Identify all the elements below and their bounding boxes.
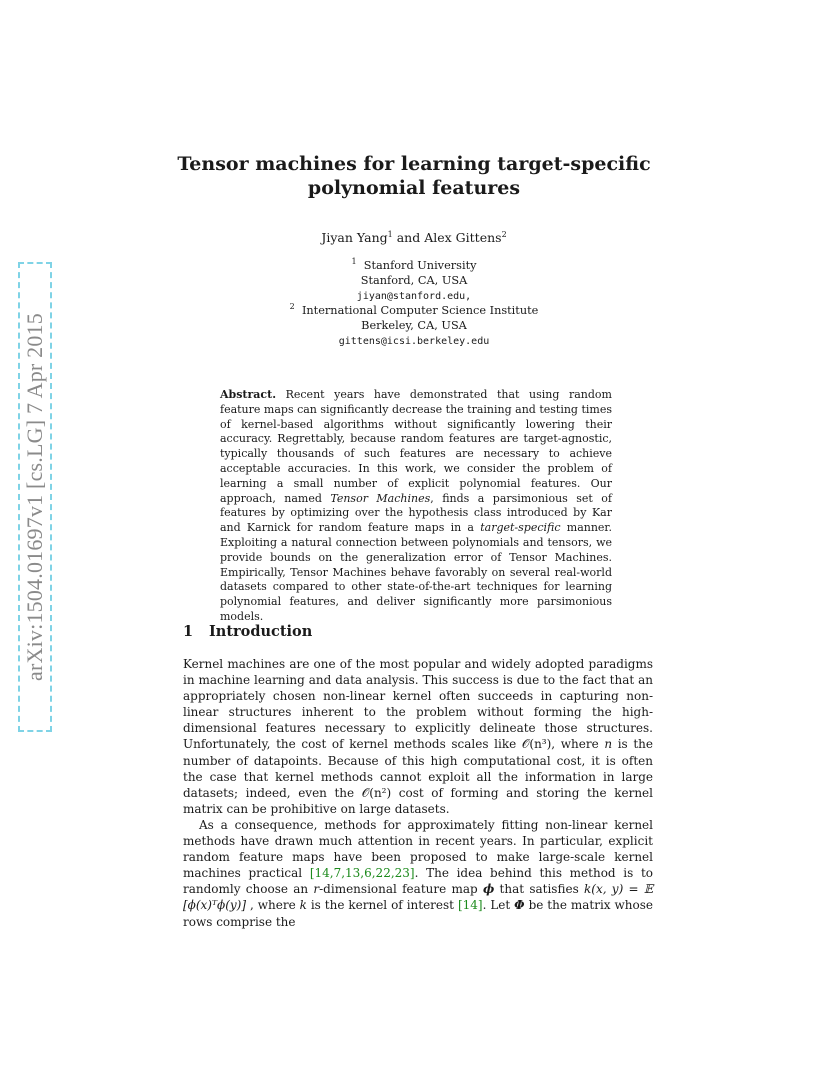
paragraph-text: that satisfies [494, 882, 584, 897]
math-inline: 𝒪(n³) [521, 737, 552, 752]
abstract [220, 388, 612, 625]
citation-link[interactable]: [14] [457, 898, 483, 913]
affiliation-2-name-line [0, 304, 828, 317]
paragraph-1 [183, 656, 653, 817]
section-number: 1 [183, 623, 194, 640]
paragraph-text: is the kernel of interest [306, 898, 458, 913]
math-inline: n [604, 737, 613, 752]
paragraph-text: , where [246, 898, 300, 913]
affiliation-2-email: gittens@icsi.berkeley.edu [338, 336, 490, 347]
abstract-emphasis: target-specific [480, 521, 561, 535]
author-1-sup: 1 [387, 229, 393, 239]
paragraph-text: . The idea behind this method is to randomly choose an [183, 866, 653, 897]
author-2-sup: 2 [501, 229, 507, 239]
author-list [0, 230, 828, 245]
citation-link[interactable]: [14,7,13,6,22,23] [309, 866, 415, 881]
arxiv-identifier-stamp [18, 262, 52, 732]
abstract-label: Abstract. [220, 388, 277, 401]
author-1: Jiyan Yang [321, 230, 388, 245]
section-heading [183, 623, 312, 640]
paper-title [0, 152, 828, 200]
abstract-text: manner. Exploiting a natural connection between polynomials and tensors, we provide bounds on the generalization error of Tensor Machines. Empirically, Tensor Machines behave favorably on several real-world datasets compared to other state-of-the-art techniques for learning polynomial features, and deliver significantly more parsimonious models. [220, 521, 612, 623]
title-line-1: Tensor machines for learning target-specific [177, 153, 651, 175]
math-inline: 𝒪(n²) [361, 785, 392, 800]
paragraph-text: is the number of datapoints. Because of this high computational cost, it is often the case that kernel methods cannot exploit all the information in large datasets; indeed, even the [183, 737, 653, 800]
affiliation-1-email: jiyan@stanford.edu, [356, 291, 472, 302]
section-title: Introduction [209, 623, 313, 640]
title-line-2: polynomial features [307, 177, 521, 199]
math-inline: k [299, 898, 307, 913]
abstract-text: Recent years have demonstrated that using random feature maps can significantly decrease the training and testing times of kernel-based algorithms without significantly lowering their accuracy. Regrettably, because random features are target-agnostic, typically thousands of such features are necessary to achieve acceptable accuracies. In this work, we consider the problem of learning a small number of explicit polynomial features. Our approach, named [220, 388, 612, 505]
math-inline: Φ [514, 898, 525, 913]
arxiv-identifier: arXiv:1504.01697v1 [cs.LG] 7 Apr 2015 [22, 313, 47, 681]
paragraph-text: As a consequence, methods for approximately fitting non-linear kernel methods have drawn much attention in recent years. In particular, explicit random feature maps have been proposed to make large-scale kernel machines practical [183, 817, 653, 881]
affiliation-2-name: International Computer Science Institute [301, 304, 539, 317]
math-inline: ϕ [482, 882, 495, 897]
affiliation-2-sup: 2 [289, 302, 295, 312]
author-and: and [396, 230, 421, 245]
paragraph-text: , where [551, 737, 605, 752]
math-inline: r [313, 882, 320, 897]
affiliation-1-name-line [0, 259, 828, 272]
author-2: Alex Gittens [424, 230, 502, 245]
paragraph-text: be the matrix whose rows comprise the [183, 898, 653, 929]
affiliation-2-location: Berkeley, CA, USA [361, 319, 467, 332]
affiliation-1-sup: 1 [351, 257, 357, 267]
paragraph-text: -dimensional feature map [319, 882, 483, 897]
affiliation-1-name: Stanford University [363, 259, 477, 272]
abstract-text: , finds a parsimonious set of features by optimizing over the hypothesis class introduced by Kar and Karnick for random feature maps in a [220, 491, 612, 535]
paragraph-text: cost of forming and storing the kernel matrix can be prohibitive on large datasets. [183, 785, 653, 816]
paragraph-text: Kernel machines are one of the most popular and widely adopted paradigms in machine learning and data analysis. This success is due to the fact that an appropriately chosen non-linear kernel often succeeds in capturing non-linear structures inherent to the problem without forming the high-dimensional features necessary to explicitly delineate those structures. Unfortunately, the cost of kernel methods scales like [183, 657, 653, 752]
affiliation-1-location: Stanford, CA, USA [360, 274, 468, 287]
abstract-emphasis: Tensor Machines [330, 491, 431, 505]
paragraph-2 [183, 817, 653, 930]
paragraph-text: . Let [482, 898, 515, 913]
section-body [183, 656, 653, 930]
math-inline: k(x, y) = 𝔼 [ϕ(x)ᵀϕ(y)] [183, 882, 654, 913]
